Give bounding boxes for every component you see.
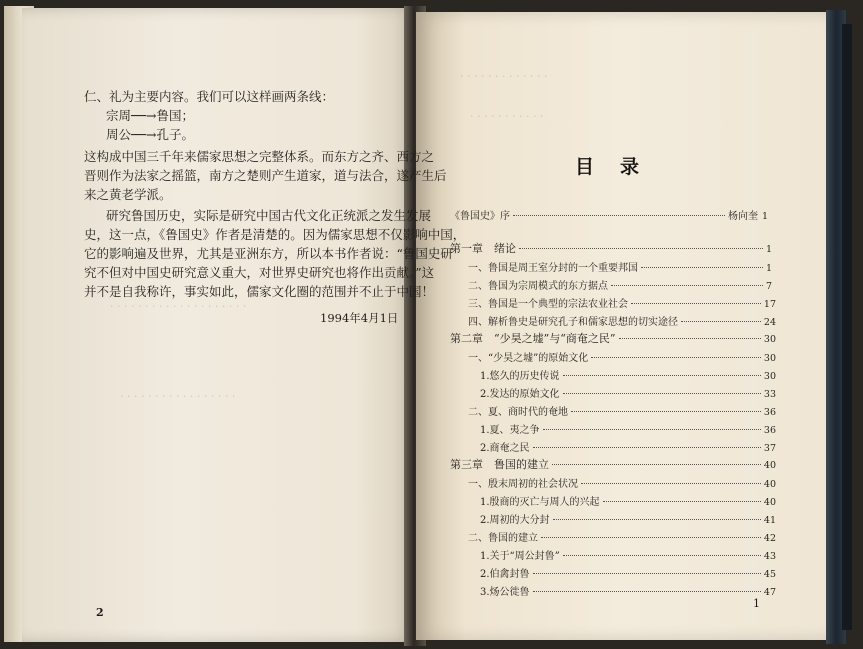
toc-leader-dots xyxy=(543,429,761,430)
left-text-line: 这构成中国三千年来儒家思想之完整体系。而东方之齐、西方之 xyxy=(84,149,435,164)
left-text-line: 史，这一点，《鲁国史》作者是清楚的。因为儒家思想不仅影响中国， xyxy=(84,227,466,242)
toc-entry-text: 一、殷末周初的社会状况 xyxy=(468,479,578,490)
toc-entry-text: 1.悠久的历史传说 xyxy=(480,371,560,382)
toc-entry-page: 24 xyxy=(763,317,776,328)
left-text-line: 并不是自我称许，事实如此，儒家文化圈的范围并不止于中国！ xyxy=(84,284,435,299)
toc-section[interactable] xyxy=(468,277,772,292)
left-text-line: 仁、礼为主要内容。我们可以这样画两条线： xyxy=(84,89,335,104)
toc-entry-text: 二、鲁国的建立 xyxy=(468,533,538,544)
toc-entry-text: 2.发达的原始文化 xyxy=(480,389,560,400)
toc-leader-dots xyxy=(611,285,763,286)
toc-entry-page: 43 xyxy=(763,551,776,562)
left-text-line: 周公──→孔子。 xyxy=(106,127,195,142)
right-page-number: 1 xyxy=(753,597,760,610)
toc-entry-page: 45 xyxy=(763,569,776,580)
toc-entry-page: 37 xyxy=(763,443,776,454)
toc-entry-text: 一、鲁国是周王室分封的一个重要邦国 xyxy=(468,263,638,274)
toc-entry-page: 33 xyxy=(763,389,776,400)
toc-entry-text: 四、解析鲁史是研究孔子和儒家思想的切实途径 xyxy=(468,317,678,328)
toc-entry-page: 30 xyxy=(763,353,776,364)
toc-entry-page: 30 xyxy=(763,371,776,382)
toc-leader-dots xyxy=(513,215,725,216)
toc-entry-page: 36 xyxy=(763,407,776,418)
toc-leader-dots xyxy=(631,303,761,304)
toc-entry-page: 40 xyxy=(763,497,776,508)
toc-leader-dots xyxy=(563,393,761,394)
toc-leader-dots xyxy=(581,483,761,484)
toc-entry-text: 二、鲁国为宗周模式的东方据点 xyxy=(468,281,608,292)
preface-date: 1994年4月1日 xyxy=(320,311,399,325)
toc-entry-page: 47 xyxy=(763,587,776,598)
toc-section[interactable] xyxy=(468,349,776,364)
toc-chapter[interactable] xyxy=(450,330,776,346)
toc-entry-text: 3.炀公徙鲁 xyxy=(480,587,530,598)
toc-subsection[interactable] xyxy=(480,493,776,508)
open-book: · · · · · · · · · · · · · · · · · · · · · · · · · · · · · · · · · · · · · · · · · · · · · · · · · · · · · · · · · · · · · 仁、礼为主要内容。我们可以这样画两条线： 宗周──→鲁国； 周公──→孔子。 这构成中国三千年来儒家思想之完整体系。而东方之齐、西方之 晋则作为法家之摇篮，南方之楚则产生道家，道与法合，遂产生后 来之黄老学派。 研究鲁国历史，实际是研究中国古代文化正统派之发生发展 史，这一点，《鲁国史》作者是清楚的。因为儒家思想不仅影响中国， 它的影响遍及世界，尤其是亚洲东方，所以本书作者说：“鲁国史研 究不但对中国史研究意义重大，对世界史研究也将作出贡献。”这 并不是自我称许，事实如此，儒家文化圈的范围并不止于中国！ 1994年4月1日 2 目录 《鲁国史》序 杨向奎 1 第一章 绪论 1 一、鲁国是周王室分封的一个重要邦国 1 二、鲁国为宗周模式的东方据点 7 三、鲁国是一个典型的宗法农业社会 17 四、解析鲁史是研究孔子和儒家思想的切实途径 24 第二章 “少昊之墟”与“商奄之民” 30 一、“少昊之墟”的原始文化 30 1.悠久的历史传说 30 2.发达的原始文化 33 二、夏、商时代的奄地 36 1.夏、夷之争 36 2.商奄之民 37 第三章 鲁国的建立 40 一、殷末周初的社会状况 40 1.殷商的灭亡与周人的兴起 40 2.周初的大分封 41 二、鲁国的建立 42 1.关于“周公封鲁” 43 2.伯禽封鲁 45 3.炀公徙鲁 47 1 xyxy=(0,0,863,649)
left-text-line: 宗周──→鲁国； xyxy=(106,108,195,123)
toc-entry-text: 《鲁国史》序 xyxy=(450,211,510,222)
toc-section[interactable] xyxy=(468,259,772,274)
toc-entry-text: 一、“少昊之墟”的原始文化 xyxy=(468,353,589,364)
toc-entry-preface[interactable] xyxy=(450,207,768,222)
toc-entry-page: 7 xyxy=(765,281,772,292)
toc-subsection[interactable] xyxy=(480,511,776,526)
toc-leader-dots xyxy=(563,375,761,376)
toc-subsection[interactable] xyxy=(480,385,776,400)
toc-entry-text: 2.商奄之民 xyxy=(480,443,530,454)
toc-entry-page: 1 xyxy=(765,244,772,255)
left-page-number: 2 xyxy=(96,606,104,619)
left-text-line: 研究鲁国历史，实际是研究中国古代文化正统派之发生发展 xyxy=(106,208,432,223)
toc-subsection[interactable] xyxy=(480,565,776,580)
toc-entry-text: 2.周初的大分封 xyxy=(480,515,550,526)
left-text-line: 究不但对中国史研究意义重大，对世界史研究也将作出贡献。”这 xyxy=(84,265,435,280)
left-text-line: 晋则作为法家之摇篮，南方之楚则产生道家，道与法合，遂产生后 xyxy=(84,168,447,183)
toc-leader-dots xyxy=(563,555,761,556)
toc-subsection[interactable] xyxy=(480,439,776,454)
toc-entry-text: 三、鲁国是一个典型的宗法农业社会 xyxy=(468,299,628,310)
toc-chapter[interactable] xyxy=(450,456,776,472)
toc-leader-dots xyxy=(603,501,761,502)
left-text-line: 来之黄老学派。 xyxy=(84,187,172,202)
toc-subsection[interactable] xyxy=(480,421,776,436)
toc-entry-text: 1.夏、夷之争 xyxy=(480,425,540,436)
toc-entry-text: 第一章 绪论 xyxy=(450,242,516,255)
toc-entry-page: 40 xyxy=(763,460,776,471)
toc-entry-page: 42 xyxy=(763,533,776,544)
left-text-line: 它的影响遍及世界，尤其是亚洲东方，所以本书作者说：“鲁国史研 xyxy=(84,246,453,261)
toc-leader-dots xyxy=(533,573,761,574)
toc-section[interactable] xyxy=(468,403,776,418)
toc-entry-text: 第三章 鲁国的建立 xyxy=(450,458,549,471)
toc-section[interactable] xyxy=(468,295,776,310)
toc-subsection[interactable] xyxy=(480,583,776,598)
toc-chapter[interactable] xyxy=(450,240,772,256)
toc-leader-dots xyxy=(519,248,763,249)
toc-leader-dots xyxy=(553,519,761,520)
toc-leader-dots xyxy=(533,447,761,448)
toc-leader-dots xyxy=(681,321,761,322)
toc-entry-page: 1 xyxy=(761,211,768,222)
toc-leader-dots xyxy=(541,537,761,538)
toc-entry-author: 杨向奎 xyxy=(727,211,758,222)
toc-entry-text: 二、夏、商时代的奄地 xyxy=(468,407,568,418)
toc-leader-dots xyxy=(571,411,761,412)
toc-leader-dots xyxy=(641,267,763,268)
toc-leader-dots xyxy=(552,464,761,465)
toc-entry-text: 1.殷商的灭亡与周人的兴起 xyxy=(480,497,600,508)
toc-leader-dots xyxy=(619,338,761,339)
toc-subsection[interactable] xyxy=(480,547,776,562)
toc-subsection[interactable] xyxy=(480,367,776,382)
book-cover-shadow xyxy=(842,24,852,630)
toc-entry-text: 1.关于“周公封鲁” xyxy=(480,551,560,562)
toc-entry-page: 17 xyxy=(763,299,776,310)
toc-entry-text: 2.伯禽封鲁 xyxy=(480,569,530,580)
toc-entry-page: 30 xyxy=(763,334,776,345)
toc-section[interactable] xyxy=(468,313,776,328)
toc-section[interactable] xyxy=(468,475,776,490)
toc-entry-page: 36 xyxy=(763,425,776,436)
toc-entry-page: 40 xyxy=(763,479,776,490)
toc-title: 目录 xyxy=(575,156,666,178)
toc-section[interactable] xyxy=(468,529,776,544)
toc-leader-dots xyxy=(533,591,761,592)
toc-entry-text: 第二章 “少昊之墟”与“商奄之民” xyxy=(450,332,616,345)
toc-entry-page: 41 xyxy=(763,515,776,526)
toc-entry-page: 1 xyxy=(765,263,772,274)
toc-leader-dots xyxy=(591,357,761,358)
